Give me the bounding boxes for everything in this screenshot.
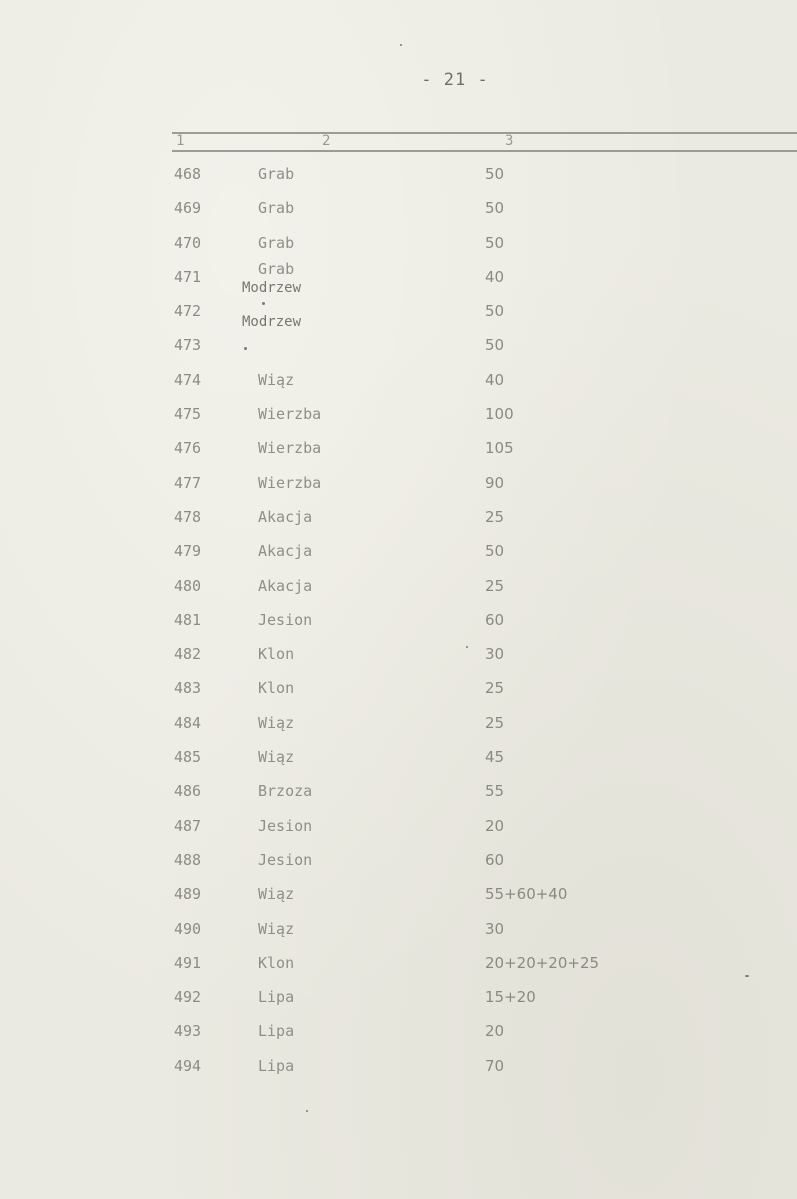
table-row: [0, 295, 797, 329]
tree-value: 50: [485, 302, 505, 321]
table-row: [0, 981, 797, 1015]
tree-name: Wiąz: [258, 885, 295, 904]
tree-name: Jesion: [258, 610, 313, 629]
table-row: [0, 604, 797, 638]
tree-name: Wiąz: [258, 370, 295, 389]
tree-name: Grab: [258, 165, 295, 183]
row-number: 474: [174, 370, 202, 389]
row-number: 486: [174, 782, 202, 801]
table-row: [0, 775, 797, 809]
table-row: [0, 158, 797, 192]
table-header-top-rule: [172, 132, 797, 134]
tree-value: 25: [485, 576, 505, 595]
table-row: [0, 672, 797, 706]
ink-speck: [400, 44, 402, 46]
tree-value: 50: [485, 233, 505, 252]
tree-name: Brzoza: [258, 782, 313, 801]
tree-name: Grab: [258, 199, 295, 218]
tree-value: 20: [485, 816, 505, 835]
tree-name: Akacja: [258, 576, 313, 595]
row-number: 483: [174, 679, 202, 698]
tree-name: Klon: [258, 679, 295, 698]
row-number: 480: [174, 576, 202, 595]
ink-speck: [244, 347, 247, 350]
row-number: 470: [174, 233, 202, 252]
row-number: 471: [174, 267, 202, 286]
tree-value: 15+20: [485, 988, 536, 1007]
tree-name: Grab: [258, 233, 295, 252]
tree-value: 55+60+40: [485, 885, 568, 904]
tree-name: Wierzba: [258, 405, 322, 424]
tree-value: 60: [485, 610, 505, 629]
tree-value: 50: [485, 165, 505, 183]
tree-value: 25: [485, 713, 505, 732]
tree-value: 70: [485, 1056, 505, 1075]
tree-value: 50: [485, 336, 505, 355]
tree-name: Wierzba: [258, 439, 322, 458]
table-row: [0, 535, 797, 569]
row-number: 476: [174, 439, 202, 458]
table-row: [0, 810, 797, 844]
row-number: 484: [174, 713, 202, 732]
tree-table: [0, 158, 797, 1084]
tree-name: Wiąz: [258, 919, 295, 938]
tree-name: Grab: [258, 259, 295, 278]
table-row: [0, 638, 797, 672]
tree-name: Lipa: [258, 988, 295, 1007]
tree-value: 30: [485, 645, 505, 664]
row-number: 493: [174, 1022, 202, 1041]
tree-value: 60: [485, 850, 505, 869]
tree-value: 90: [485, 473, 505, 492]
table-row: [0, 192, 797, 226]
table-row: [0, 741, 797, 775]
ink-speck: [466, 646, 468, 648]
row-number: 492: [174, 988, 202, 1007]
table-row: [0, 844, 797, 878]
table-row: [0, 878, 797, 912]
column-header-3: 3: [505, 133, 514, 149]
tree-value: 20+20+20+25: [485, 953, 600, 972]
ink-speck: [306, 1110, 308, 1112]
tree-name: Klon: [258, 953, 295, 972]
ink-speck: [745, 975, 749, 977]
table-row: [0, 364, 797, 398]
table-row: [0, 1050, 797, 1084]
row-number: 478: [174, 507, 202, 526]
row-number: 477: [174, 473, 202, 492]
overprint-text: Modrzew: [242, 314, 302, 330]
row-number: 488: [174, 850, 202, 869]
table-row: [0, 432, 797, 466]
table-row: [0, 467, 797, 501]
tree-value: 45: [485, 748, 505, 767]
table-row: [0, 570, 797, 604]
tree-name: Akacja: [258, 507, 313, 526]
tree-value: 25: [485, 507, 505, 526]
table-header-bottom-rule: [172, 150, 797, 152]
row-number: 489: [174, 885, 202, 904]
row-number: 468: [174, 165, 202, 183]
tree-value: 55: [485, 782, 505, 801]
page-number: - 21 -: [421, 70, 489, 90]
tree-value: 25: [485, 679, 505, 698]
row-number: 472: [174, 302, 202, 321]
column-header-2: 2: [322, 133, 331, 149]
tree-name: Wierzba: [258, 473, 322, 492]
tree-name: Jesion: [258, 816, 313, 835]
tree-value: 105: [485, 439, 514, 458]
table-row: [0, 1015, 797, 1049]
tree-value: 40: [485, 267, 505, 286]
row-number: 491: [174, 953, 202, 972]
tree-value: 100: [485, 405, 514, 424]
column-header-1: 1: [176, 133, 185, 149]
tree-name: Lipa: [258, 1056, 295, 1075]
overprint-text: Modrzew: [242, 280, 302, 296]
tree-name: Lipa: [258, 1022, 295, 1041]
tree-value: 50: [485, 199, 505, 218]
tree-value: 50: [485, 542, 505, 561]
row-number: 475: [174, 405, 202, 424]
row-number: 481: [174, 610, 202, 629]
table-row: [0, 227, 797, 261]
tree-name: Jesion: [258, 850, 313, 869]
row-number: 494: [174, 1056, 202, 1075]
row-number: 479: [174, 542, 202, 561]
table-row: [0, 707, 797, 741]
table-row: [0, 398, 797, 432]
table-row: [0, 947, 797, 981]
row-number: 469: [174, 199, 202, 218]
tree-name: Wiąz: [258, 713, 295, 732]
tree-value: 30: [485, 919, 505, 938]
row-number: 485: [174, 748, 202, 767]
table-row: [0, 261, 797, 295]
tree-name: Klon: [258, 645, 295, 664]
table-row: [0, 501, 797, 535]
row-number: 482: [174, 645, 202, 664]
row-number: 487: [174, 816, 202, 835]
table-row: [0, 329, 797, 363]
tree-value: 40: [485, 370, 505, 389]
ink-speck: [262, 302, 265, 305]
row-number: 473: [174, 336, 202, 355]
tree-name: Wiąz: [258, 748, 295, 767]
table-row: [0, 913, 797, 947]
tree-name: Akacja: [258, 542, 313, 561]
row-number: 490: [174, 919, 202, 938]
tree-value: 20: [485, 1022, 505, 1041]
